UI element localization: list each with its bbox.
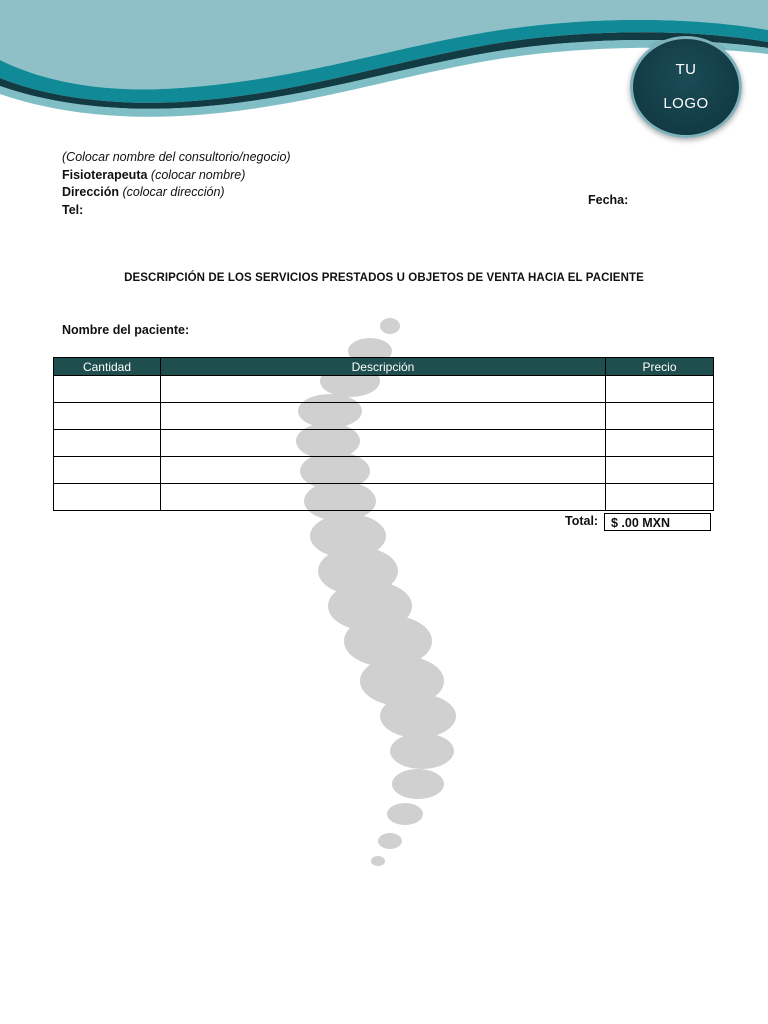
date-label: Fecha:: [588, 193, 629, 207]
quantity-cell[interactable]: [54, 430, 161, 457]
quantity-cell[interactable]: [54, 376, 161, 403]
phone-label: Tel:: [62, 202, 84, 217]
section-title: DESCRIPCIÓN DE LOS SERVICIOS PRESTADOS U OBJETOS DE VENTA HACIA EL PACIENTE: [124, 272, 644, 284]
address-line: [62, 184, 291, 202]
table-row: [54, 457, 714, 484]
business-name-line: [62, 149, 291, 167]
table-row: [54, 430, 714, 457]
total-label: Total:: [565, 514, 599, 528]
description-cell[interactable]: [161, 430, 606, 457]
address-placeholder: (colocar dirección): [122, 185, 225, 199]
description-cell[interactable]: [161, 484, 606, 511]
logo-text-line1: TU: [675, 61, 697, 78]
quantity-cell[interactable]: [54, 457, 161, 484]
quantity-cell[interactable]: [54, 484, 161, 511]
price-cell[interactable]: [606, 484, 714, 511]
logo-placeholder: [630, 36, 742, 138]
table-header-row: [54, 358, 714, 376]
table-row: [54, 484, 714, 511]
phone-line: [62, 202, 291, 220]
total-value[interactable]: $ .00 MXN: [604, 513, 711, 531]
address-label: Dirección: [62, 185, 119, 199]
column-header-description: Descripción: [161, 358, 606, 376]
description-cell[interactable]: [161, 403, 606, 430]
price-cell[interactable]: [606, 403, 714, 430]
logo-text-line2: LOGO: [663, 95, 709, 112]
description-cell[interactable]: [161, 457, 606, 484]
quantity-cell[interactable]: [54, 403, 161, 430]
column-header-price: Precio: [606, 358, 714, 376]
table-row: [54, 403, 714, 430]
description-cell[interactable]: [161, 376, 606, 403]
patient-name-label: Nombre del paciente:: [62, 323, 190, 337]
therapist-line: [62, 167, 291, 185]
price-cell[interactable]: [606, 376, 714, 403]
services-table: [53, 357, 714, 511]
price-cell[interactable]: [606, 457, 714, 484]
therapist-placeholder: (colocar nombre): [150, 167, 246, 182]
therapist-label: Fisioterapeuta: [62, 167, 148, 182]
business-name-placeholder: (Colocar nombre del consultorio/negocio): [62, 150, 291, 164]
price-cell[interactable]: [606, 430, 714, 457]
table-row: [54, 376, 714, 403]
business-info: [62, 149, 291, 219]
column-header-quantity: Cantidad: [54, 358, 161, 376]
